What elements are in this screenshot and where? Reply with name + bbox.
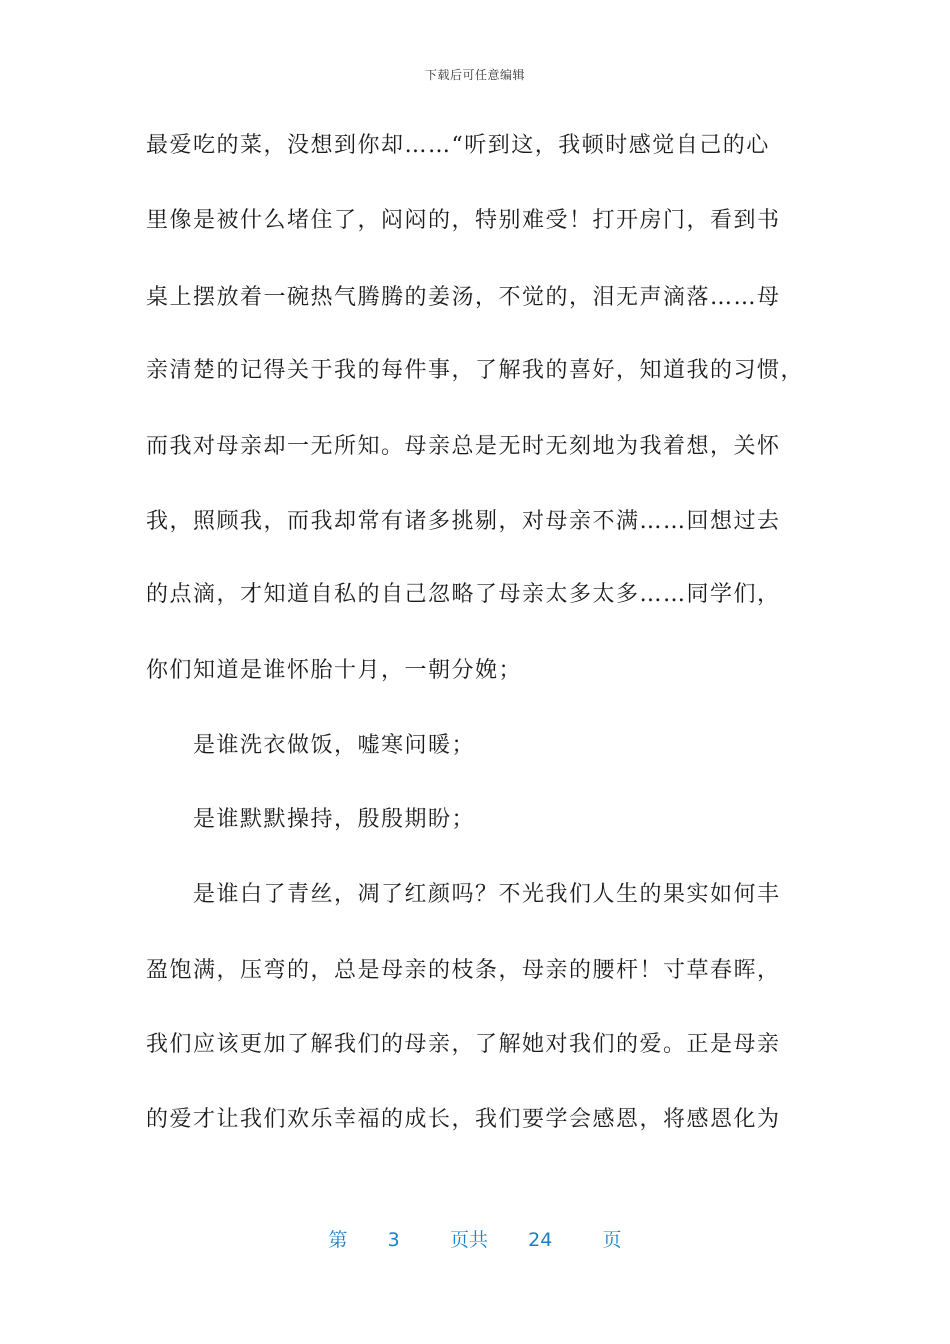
text-line: 最爱吃的菜，没想到你却……“听到这，我顿时感觉自己的心 (146, 133, 770, 158)
page-footer (0, 1225, 950, 1252)
text-line: 是谁默默操持，殷殷期盼； (193, 807, 476, 832)
text-line: 我，照顾我，而我却常有诸多挑剔，对母亲不满……回想过去 (146, 509, 781, 534)
footer-middle: 页共 (449, 1229, 488, 1251)
footer-page-number: 3 (387, 1229, 400, 1251)
text-line: 是谁白了青丝，凋了红颜吗？不光我们人生的果实如何丰 (193, 882, 781, 907)
text-line: 盈饱满，压弯的，总是母亲的枝条，母亲的腰杆！寸草春晖， (146, 958, 781, 983)
text-line: 我们应该更加了解我们的母亲，了解她对我们的爱。正是母亲 (146, 1032, 781, 1057)
text-line: 是谁洗衣做饭，嘘寒问暖； (193, 733, 476, 758)
footer-prefix: 第 (328, 1229, 348, 1251)
text-line: 你们知道是谁怀胎十月，一朝分娩； (146, 658, 523, 683)
text-line: 桌上摆放着一碗热气腾腾的姜汤，不觉的，泪无声滴落……母 (146, 285, 781, 310)
text-line: 里像是被什么堵住了，闷闷的，特别难受！打开房门，看到书 (146, 208, 781, 233)
footer-total-pages: 24 (528, 1229, 553, 1251)
page-header: 下载后可任意编辑 (424, 68, 525, 82)
text-line: 的爱才让我们欢乐幸福的成长，我们要学会感恩，将感恩化为 (146, 1107, 781, 1132)
text-line: 而我对母亲却一无所知。母亲总是无时无刻地为我着想，关怀 (146, 434, 781, 459)
text-line: 亲清楚的记得关于我的每件事，了解我的喜好，知道我的习惯， (146, 358, 805, 383)
text-line: 的点滴，才知道自私的自己忽略了母亲太多太多……同学们， (146, 582, 781, 607)
footer-suffix: 页 (602, 1229, 622, 1251)
